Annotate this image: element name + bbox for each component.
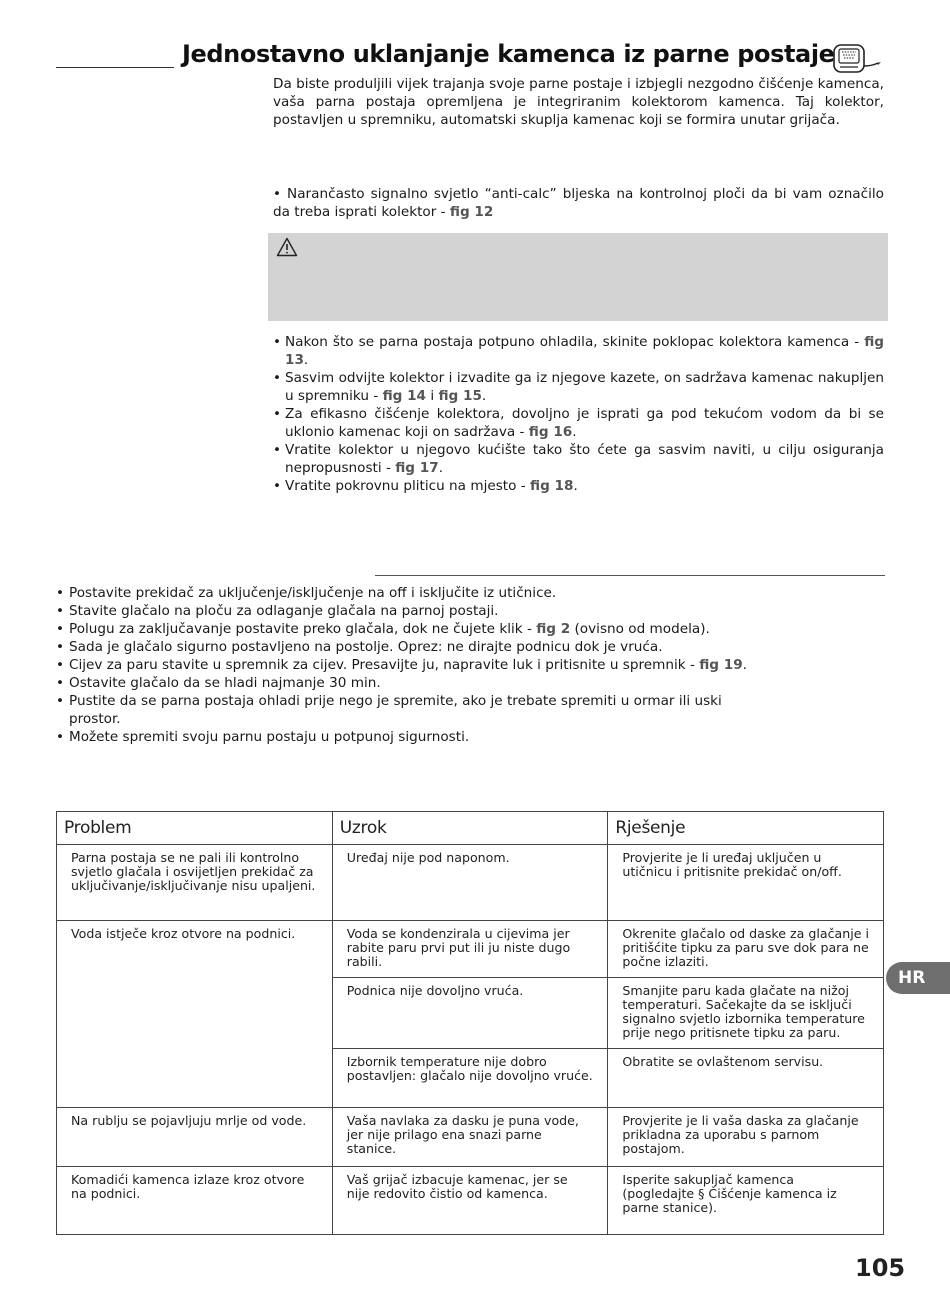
cause-cell: Uređaj nije pod naponom. [332,845,608,921]
list-item [56,656,761,674]
list-item [56,584,761,602]
storage-text: Ostavite glačalo da se hladi najmanje 30 min. [69,675,381,691]
list-item [273,369,884,405]
storage-text: Možete spremiti svoju parnu postaju u potpunoj sigurnosti. [69,729,470,745]
cause-cell: Vaša navlaka za dasku je puna vode, jer nije prilago ena snazi parne stanice. [332,1108,608,1167]
column-header-solution: Rješenje [608,812,884,845]
fig-ref: fig 13 [285,334,884,368]
storage-text: Sada je glačalo sigurno postavljeno na postolje. Oprez: ne dirajte podnicu dok je vruća. [69,639,663,655]
step-text: Nakon što se parna postaja potpuno ohladila, skinite poklopac kolektora kamenca - [285,334,865,350]
storage-text: Stavite glačalo na ploču za odlaganje glačala na parnoj postaji. [69,603,499,619]
list-item [273,441,884,477]
descaling-station-icon [832,42,884,76]
anti-calc-paragraph [273,185,884,221]
fig-ref: fig 19 [699,657,743,673]
fig-ref: fig 14 [382,388,427,404]
step-tail: . [573,478,578,494]
table-row [57,921,884,978]
solution-cell: Provjerite je li uređaj uključen u utičnicu i pritisnite prekidač on/off. [608,845,884,921]
intro-paragraph: Da biste produljili vijek trajanja svoje parne postaje i izbjegli nezgodno čišćenje kamenca, vaša parna postaja opremljena je integriranim kolektorom kamenca. Taj kolektor, postavljen u spremniku, automatski skuplja kamenac koji se formira unutar grijača. [273,76,884,128]
solution-cell: Okrenite glačalo od daske za glačanje i pritišćite tipku za paru sve dok para ne počne izlaziti. [608,921,884,978]
problem-cell: Komadići kamenca izlaze kroz otvore na podnici. [57,1167,333,1235]
section-rule [375,575,885,576]
list-item [56,728,761,746]
page-number: 105 [855,1254,906,1282]
cause-cell: Vaš grijač izbacuje kamenac, jer se nije redovito čistio od kamenca. [332,1167,608,1235]
storage-steps [56,584,761,746]
step-tail: . [438,460,444,476]
problem-cell: Parna postaja se ne pali ili kontrolno svjetlo glačala i osvijetljen prekidač za uključivanje/isključivanje nisu upaljeni. [57,845,333,921]
solution-cell: Provjerite je li vaša daska za glačanje prikladna za uporabu s parnom postajom. [608,1108,884,1167]
fig-ref: fig 16 [528,424,573,440]
warning-box [268,233,888,321]
column-header-problem: Problem [57,812,333,845]
fig-ref: fig 2 [536,621,571,637]
problem-cell: Voda istječe kroz otvore na podnici. [57,921,333,1108]
list-item [273,477,884,495]
step-tail: . [572,424,577,440]
storage-text: Postavite prekidač za uključenje/isključenje na off i isključite iz utičnice. [69,585,557,601]
page-title: Jednostavno uklanjanje kamenca iz parne postaje [182,40,835,68]
column-header-cause: Uzrok [332,812,608,845]
fig-ref: fig 18 [530,478,574,494]
step-text: Sasvim odvijte kolektor i izvadite ga iz njegove kazete, on sadržava kamenac nakupljen u spremniku - [285,370,884,404]
list-item [273,333,884,369]
language-tab: HR [886,962,950,994]
step-text: Za efikasno čišćenje kolektora, dovoljno je isprati ga pod tekućom vodom da bi se uklonio kamenac koji on sadržava - [285,406,884,440]
step-tail: . [303,352,309,368]
descaling-steps [273,333,884,495]
troubleshooting-table [56,811,884,1235]
anti-calc-text: • Narančasto signalno svjetlo “anti-calc” bljeska na kontrolnoj ploči da bi vam označilo da treba isprati kolektor - [273,186,884,220]
heading-rule [56,67,174,68]
storage-text: Pustite da se parna postaja ohladi prije nego je spremite, ako je trebate spremiti u ormar ili uski prostor. [69,693,722,727]
fig-ref: fig 12 [449,204,494,220]
cause-cell: Izbornik temperature nije dobro postavljen: glačalo nije dovoljno vruće. [332,1049,608,1108]
table-row [57,1108,884,1167]
step-text: Vratite kolektor u njegovo kućište tako što ćete ga sasvim naviti, u cilju osiguranja nepropusnosti - [285,442,884,476]
step-mid: i [426,388,439,404]
storage-tail: . [742,657,747,673]
step-text: Vratite pokrovnu pliticu na mjesto - [285,478,530,494]
problem-cell: Na rublju se pojavljuju mrlje od vode. [57,1108,333,1167]
step-tail: . [481,388,487,404]
table-row [57,1167,884,1235]
cause-cell: Voda se kondenzirala u cijevima jer rabite paru prvi put ili ju niste dugo rabili. [332,921,608,978]
storage-tail: (ovisno od modela). [570,621,710,637]
list-item [56,602,761,620]
solution-cell: Isperite sakupljač kamenca (pogledajte § Čišćenje kamenca iz parne stanice). [608,1167,884,1235]
solution-cell: Smanjite paru kada glačate na nižoj temperaturi. Sačekajte da se isključi signalno svjetlo izbornika temperature prije nego pritisnete tipku za paru. [608,978,884,1049]
list-item [273,405,884,441]
fig-ref: fig 17 [395,460,439,476]
list-item [56,620,761,638]
storage-text: Polugu za zaključavanje postavite preko glačala, dok ne čujete klik - [69,621,537,637]
list-item [56,638,761,656]
table-header-row [57,812,884,845]
storage-text: Cijev za paru stavite u spremnik za cijev. Presavijte ju, napravite luk i pritisnite u spremnik - [69,657,700,673]
fig-ref: fig 15 [438,388,482,404]
cause-cell: Podnica nije dovoljno vruća. [332,978,608,1049]
list-item [56,692,761,728]
table-row [57,845,884,921]
list-item [56,674,761,692]
solution-cell: Obratite se ovlaštenom servisu. [608,1049,884,1108]
warning-icon [276,237,298,257]
